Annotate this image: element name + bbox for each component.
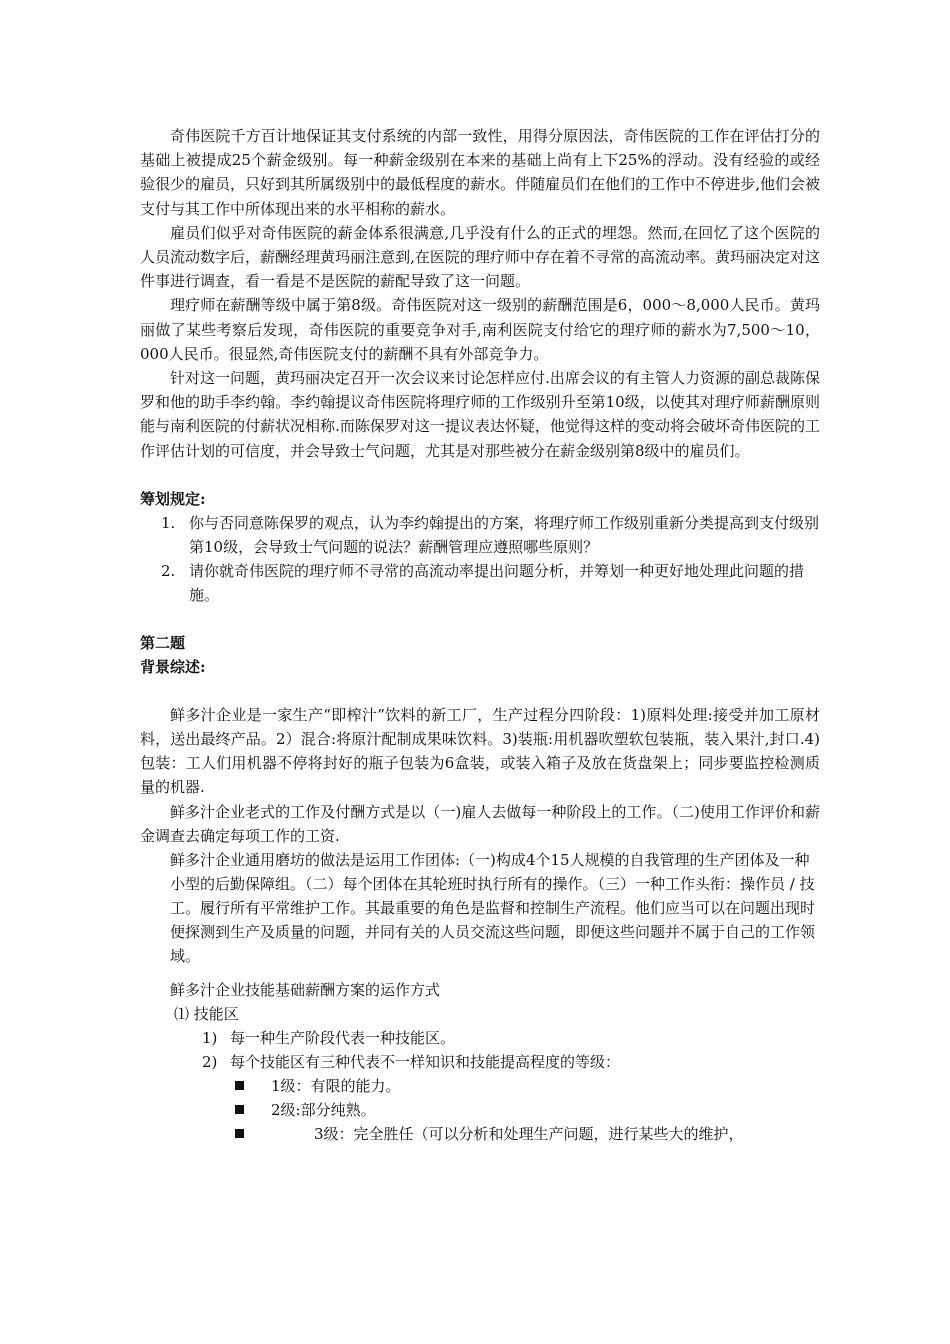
list-text: 每一种生产阶段代表一种技能区。 <box>230 1029 456 1048</box>
square-bullet-icon <box>235 1081 244 1090</box>
list-item <box>202 1026 820 1050</box>
square-bullet-icon <box>235 1129 244 1138</box>
list-number: 2) <box>202 1053 218 1072</box>
list-item <box>202 1050 820 1074</box>
case1-paragraph: 奇伟医院千方百计地保证其支付系统的内部一致性，用得分原因法，奇伟医院的工作在评估打分的基础上被提成25个薪金级别。每一种薪金级别在本来的基础上尚有上下25%的浮动。没有经验的或经验很少的雇员，只好到其所属级别中的最低程度的薪水。伴随雇员们在他们的工作中不停进步,他们会被支付与其工作中所体现出来的水平相称的薪水。 <box>140 127 820 218</box>
bullet-text: 1级：有限的能力。 <box>271 1077 401 1096</box>
list-text: 请你就奇伟医院的理疗师不寻常的高流动率提出问题分析，并筹划一种更好地处理此问题的措施。 <box>189 561 805 604</box>
list-text: 你与否同意陈保罗的观点，认为李约翰提出的方案，将理疗师工作级别重新分类提高到支付级别第10级，会导致士气问题的说法？薪酬管理应遵照哪些原则？ <box>189 513 820 556</box>
list-number: 2. <box>161 561 176 580</box>
requirements-list <box>140 511 820 607</box>
case1-paragraph: 雇员们似乎对奇伟医院的薪金体系很满意,几乎没有什么的正式的埋怨。然而,在回忆了这个医院的人员流动数字后，薪酬经理黄玛丽注意到,在医院的理疗师中存在着不寻常的高流动率。黄玛丽决定对这件事进行调查，看一看是不是医院的薪配导致了这一问题。 <box>140 223 820 291</box>
bullet-item <box>235 1122 820 1146</box>
bullet-item <box>235 1098 820 1122</box>
case1-paragraph: 针对这一问题，黄玛丽决定召开一次会议来讨论怎样应付.出席会议的有主管人力资源的副总裁陈保罗和他的助手李约翰。李约翰提议奇伟医院将理疗师的工作级别升至第10级，以使其对理疗师薪酬原则能与南利医院的付薪状况相称.而陈保罗对这一提议表达怀疑，他觉得这样的变动将会破坏奇伟医院的工作评估计划的可信度，并会导致士气问题，尤其是对那些被分在薪金级别第8级中的雇员们。 <box>140 369 820 460</box>
list-item <box>140 511 820 559</box>
document-body <box>140 124 820 1146</box>
square-bullet-icon <box>235 1105 244 1114</box>
list-number: 1. <box>161 513 176 532</box>
bullet-text: 2级:部分纯熟。 <box>271 1101 376 1120</box>
case2-paragraph: 鲜多汁企业是一家生产“即榨汁”饮料的新工厂，生产过程分四阶段：1)原料处理:接受并加工原材料，送出最终产品。2）混合:将原汁配制成果味饮料。3)装瓶:用机器吹塑软包装瓶，装入果汁,封口.4)包装：工人们用机器不停将封好的瓶子包装为6盒装，或装入箱子及放在货盘架上；同步要监控检测质量的机器. <box>140 705 820 797</box>
section-subtitle: 背景综述: <box>140 657 206 676</box>
section-heading: ⑴ 技能区 <box>174 1005 239 1024</box>
section-title: 第二题 <box>140 633 186 652</box>
requirements-heading: 筹划规定: <box>140 489 206 508</box>
list-text: 每个技能区有三种代表不一样知识和技能提高程度的等级： <box>230 1053 621 1072</box>
list-item <box>140 559 820 607</box>
bullet-item <box>235 1074 820 1098</box>
case1-paragraph: 理疗师在薪酬等级中属于第8级。奇伟医院对这一级别的薪酬范围是6，000～8,000人民币。黄玛丽做了某些考察后发现，奇伟医院的重要竞争对手,南利医院支付给它的理疗师的薪水为7,500～10，000人民币。很显然,奇伟医院支付的薪酬不具有外部竞争力。 <box>140 296 820 363</box>
team-paragraph: 鲜多汁企业通用磨坊的做法是运用工作团体:（一)构成4个15人规模的自我管理的生产团体及一种小型的后勤保障组。（二）每个团体在其轮班时执行所有的操作。（三）一种工作头衔：操作员 / 技工。履行所有平常维护工作。其最重要的角色是监督和控制生产流程。他们应当可以在问题出现时便探测到生产及质量的问题，并同有关的人员交流这些问题，即便这些问题并不属于自己的工作领域。 <box>170 851 816 966</box>
list-number: 1) <box>202 1029 218 1048</box>
bullet-text: 3级：完全胜任（可以分析和处理生产问题，进行某些大的维护， <box>314 1125 744 1144</box>
case2-paragraph: 鲜多汁企业老式的工作及付酬方式是以（一)雇人去做每一种阶段上的工作。（二)使用工作评价和薪金调查去确定每项工作的工资. <box>140 802 820 845</box>
plan-title: 鲜多汁企业技能基础薪酬方案的运作方式 <box>170 981 441 1000</box>
